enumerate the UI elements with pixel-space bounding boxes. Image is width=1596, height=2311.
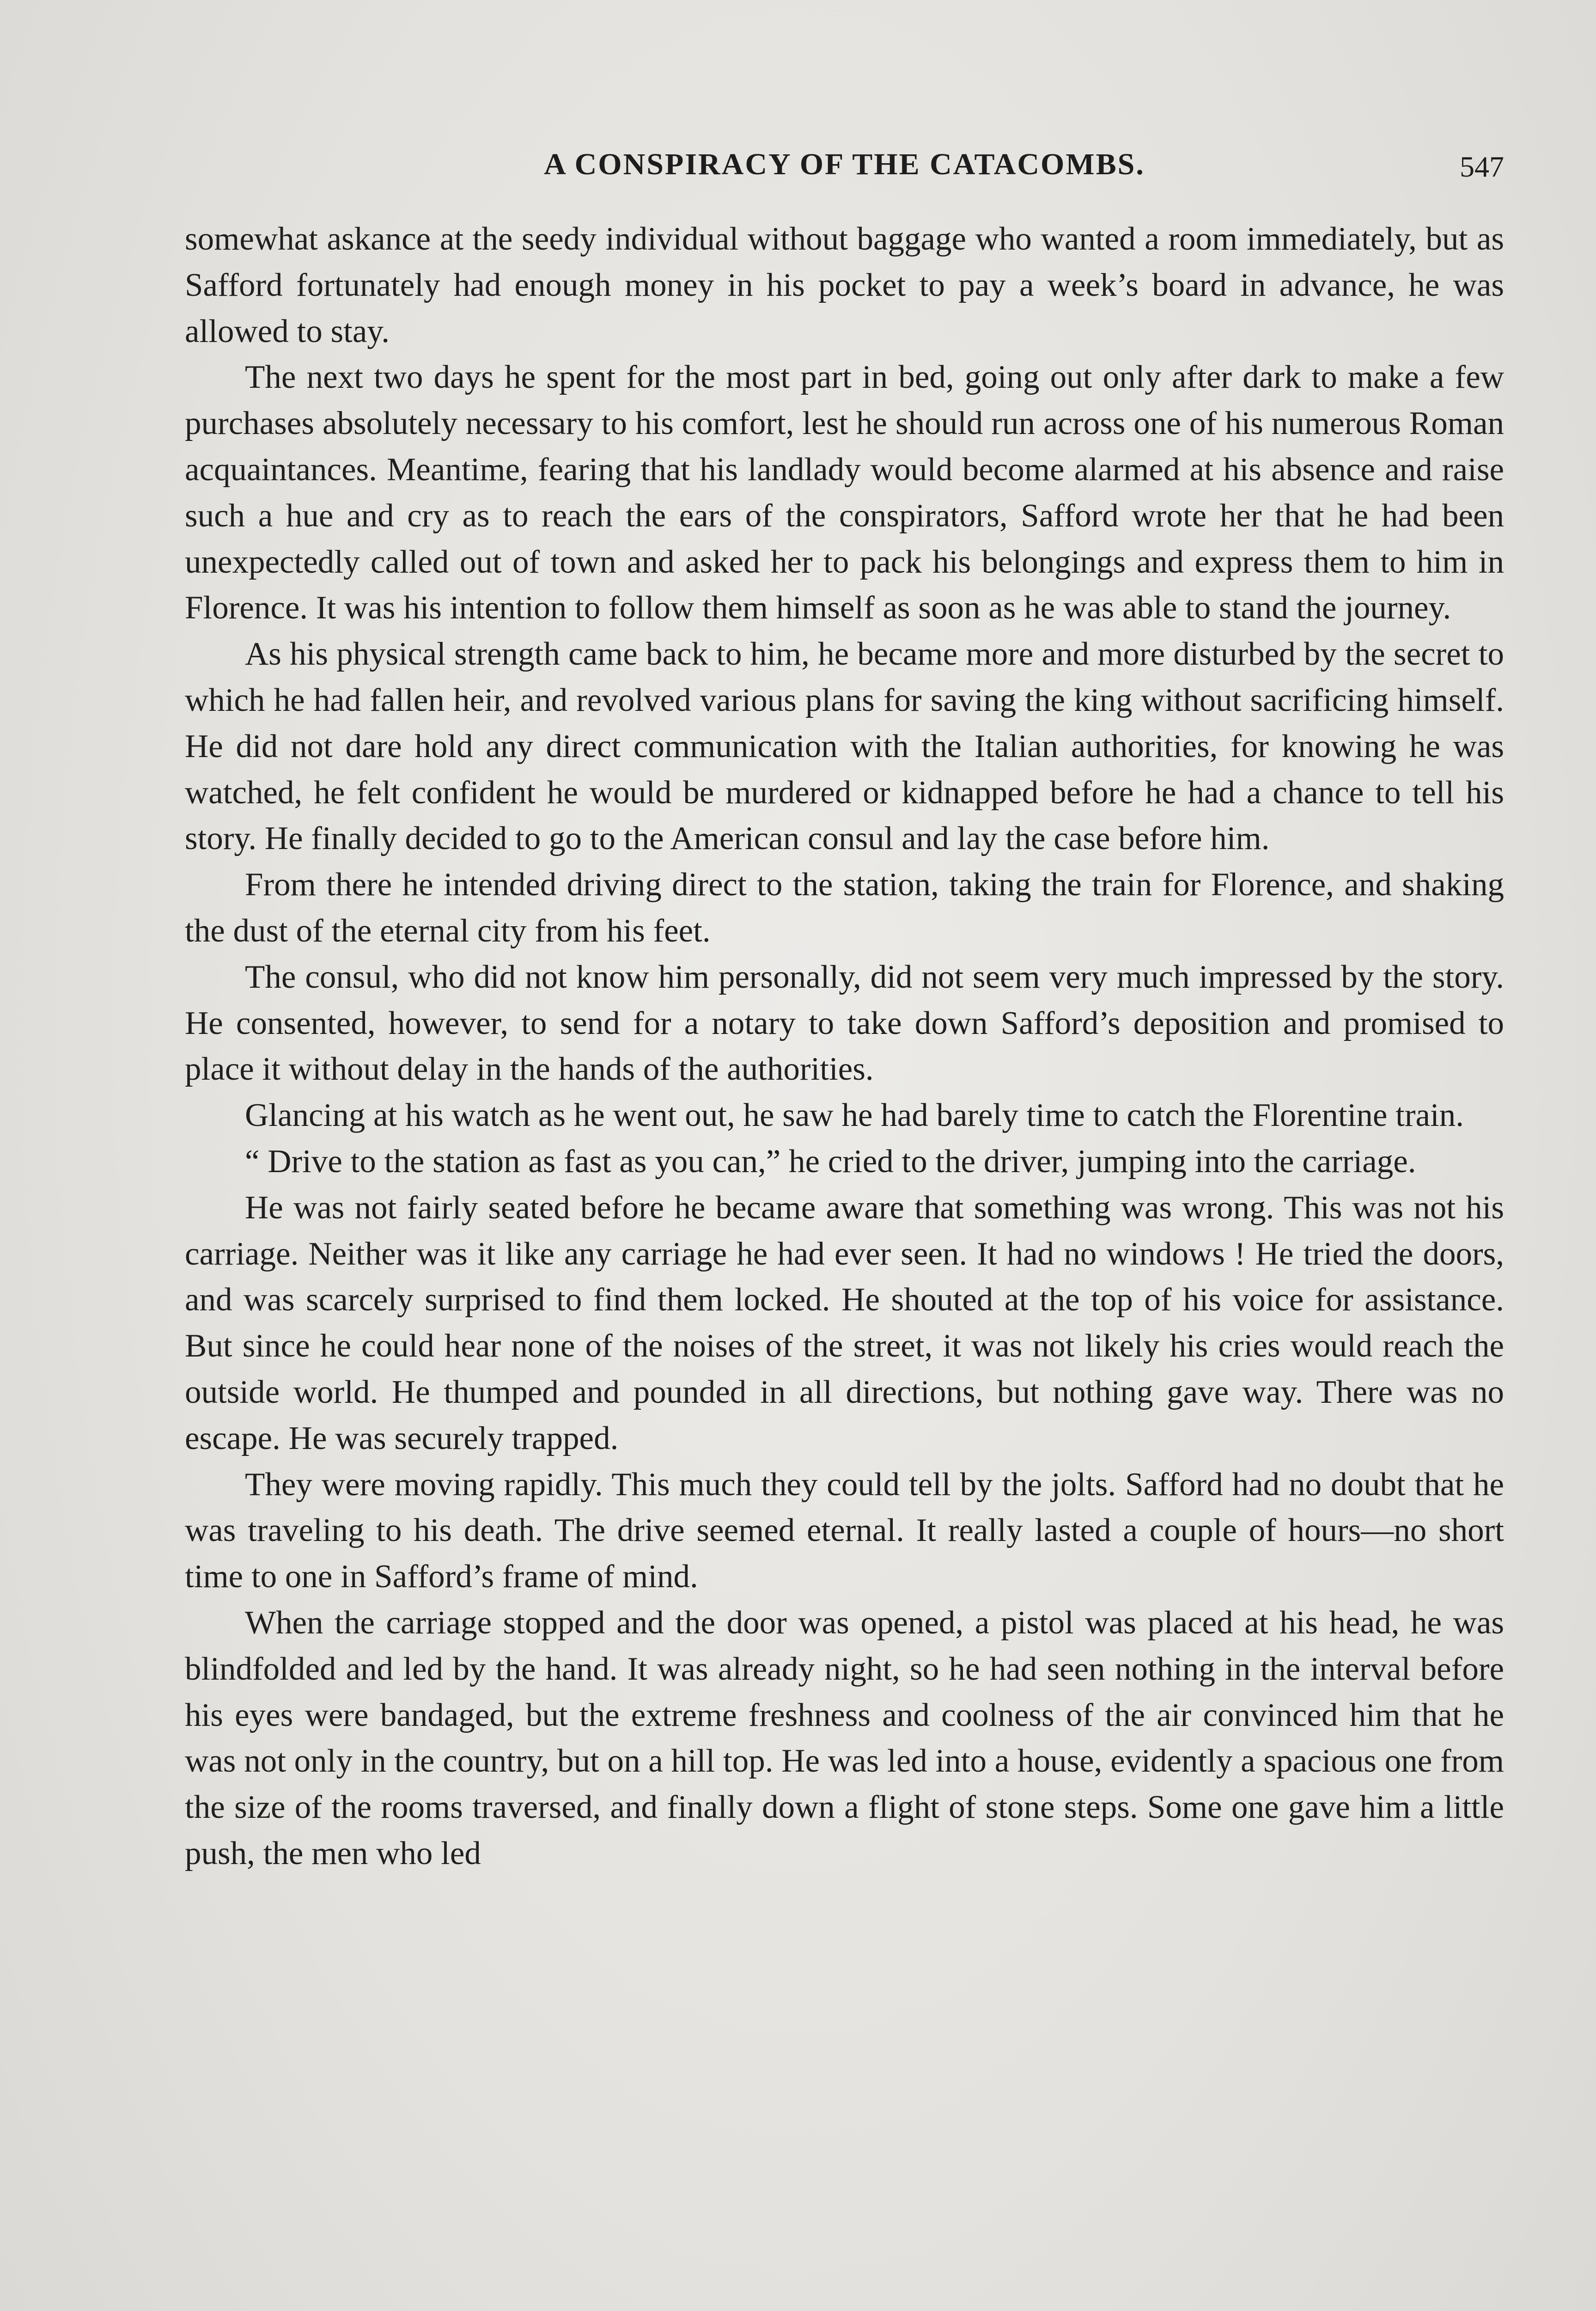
story-text [185,216,1504,1877]
page-header [185,147,1504,202]
paragraph: He was not fairly seated before he became aware that something was wrong. This was not his carriage. Neither was it like any carriage he had ever seen. It had no windows ! He tried the doors, and was scarcely surprised to find them locked. He shouted at the top of his voice for assistance. But since he could hear none of the noises of the street, it was not likely his cries would reach the outside world. He thumped and pounded in all directions, but nothing gave way. There was no escape. He was securely trapped. [185,1189,1504,1456]
paragraph: They were moving rapidly. This much they could tell by the jolts. Safford had no doubt that he was traveling to his death. The drive seemed eternal. It really lasted a couple of hours—no short time to one in Safford’s frame of mind. [185,1466,1504,1595]
paragraph: As his physical strength came back to him, he became more and more disturbed by the secret to which he had fallen heir, and revolved various plans for saving the king without sacrificing himself. He did not dare hold any direct communication with the Italian authorities, for knowing he was watched, he felt confident he would be murdered or kidnapped before he had a chance to tell his story. He finally decided to go to the American consul and lay the case before him. [185,636,1504,857]
page-number: 547 [1460,150,1504,183]
paragraph: From there he intended driving direct to the station, taking the train for Florence, and shaking the dust of the eternal city from his feet. [185,867,1504,949]
paragraph: Glancing at his watch as he went out, he saw he had barely time to catch the Florentine train. [245,1097,1464,1134]
paragraph: The next two days he spent for the most part in bed, going out only after dark to make a few purchases absolutely necessary to his comfort, lest he should run across one of his numerous Roman acquaintances. Meantime, fearing that his landlady would become alarmed at his absence and raise such a hue and cry as to reach the ears of the conspirators, Safford wrote her that he had been unexpectedly called out of town and asked her to pack his belongings and express them to him in Florence. It was his intention to follow them himself as soon as he was able to stand the journey. [185,359,1504,626]
paragraph: The consul, who did not know him personally, did not seem very much impressed by the story. He consented, however, to send for a notary to take down Safford’s deposition and promised to place it without delay in the hands of the authorities. [185,959,1504,1088]
paragraph: somewhat askance at the seedy individual without baggage who wanted a room immediately, but as Safford fortunately had enough money in his pocket to pay a week’s board in advance, he was allowed to stay. [185,221,1504,349]
paragraph: When the carriage stopped and the door was opened, a pistol was placed at his head, he was blindfolded and led by the hand. It was already night, so he had seen nothing in the interval before his eyes were bandaged, but the extreme freshness and coolness of the air convinced him that he was not only in the country, but on a hill top. He was led into a house, evidently a spacious one from the size of the rooms traversed, and finally down a flight of stone steps. Some one gave him a little push, the men who led [185,1604,1504,1871]
paragraph: “ Drive to the station as fast as you can,” he cried to the driver, jumping into the carriage. [245,1143,1416,1180]
running-title: A CONSPIRACY OF THE CATACOMBS. [544,147,1145,181]
